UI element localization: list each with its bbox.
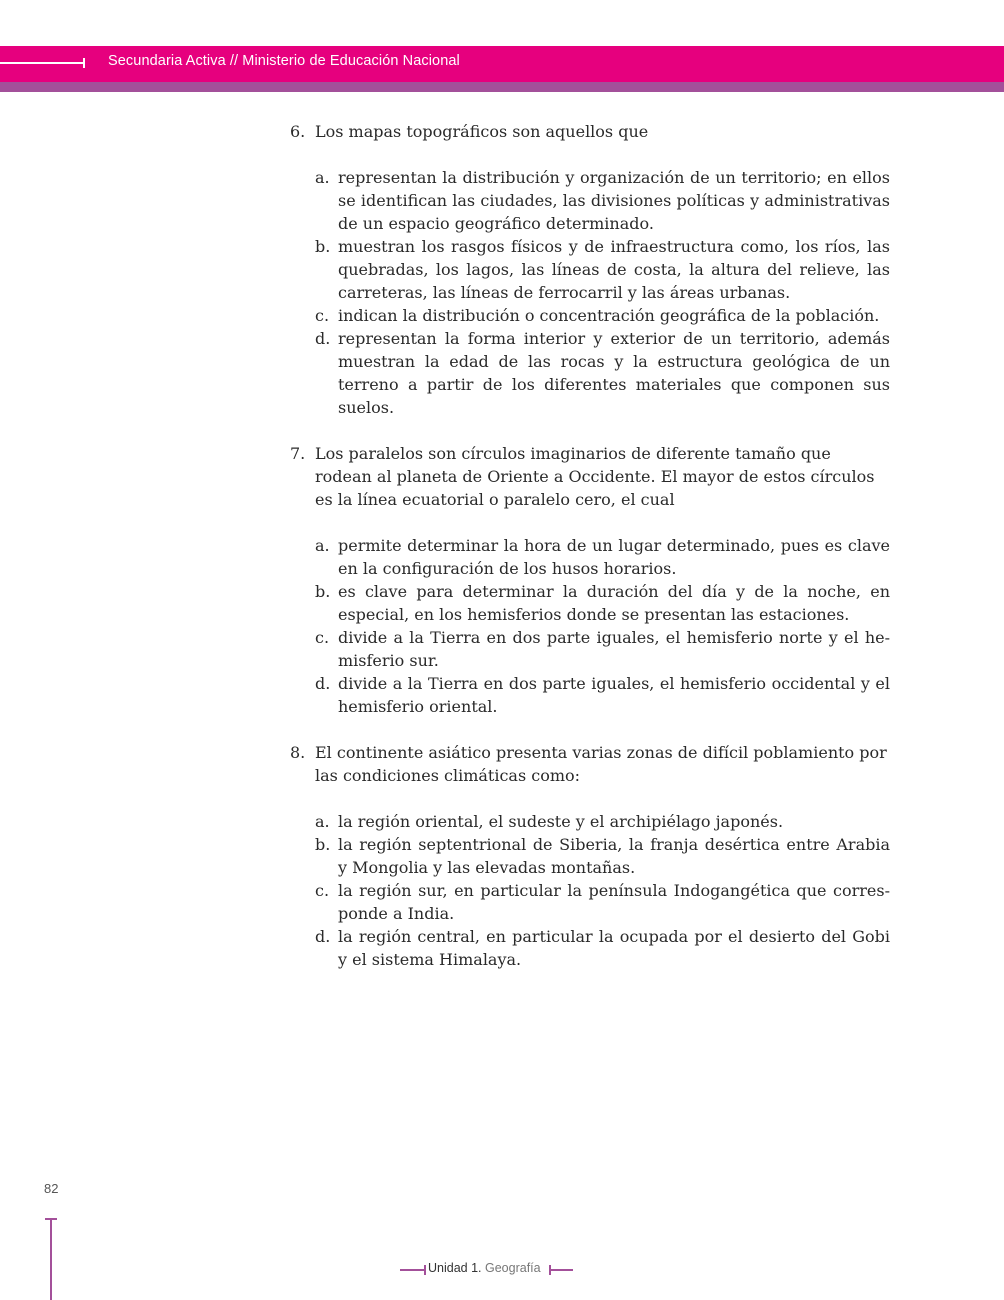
option-letter: b. <box>315 237 331 256</box>
question-number: 6. <box>290 122 306 141</box>
option-6c <box>315 304 890 327</box>
option-6a <box>315 166 890 235</box>
option-8a <box>315 810 890 833</box>
question-8 <box>290 741 890 787</box>
header-title: Secundaria Activa // Ministerio de Educación Nacional <box>108 53 460 69</box>
question-number: 8. <box>290 743 306 762</box>
option-text: divide a la Tierra en dos parte iguales, el hemisferio norte y el hemisferio sur. <box>338 628 890 670</box>
options-7 <box>315 534 890 718</box>
footer-unit: Unidad 1. <box>428 1261 482 1275</box>
option-text: representan la distribución y organización de un territorio; en ellos se identifican las ciudades, las divisiones políticas y administrativas de un espacio geográfico determinado. <box>338 168 890 233</box>
footer-subject: Geografía <box>485 1261 541 1275</box>
footer-rule-left <box>400 1269 425 1271</box>
option-text: la región sur, en particular la península Indogangética que corresponde a India. <box>338 881 890 923</box>
option-7a <box>315 534 890 580</box>
page-number: 82 <box>44 1181 59 1196</box>
option-8c <box>315 879 890 925</box>
option-letter: a. <box>315 812 330 831</box>
option-letter: d. <box>315 329 331 348</box>
footer-tick-left <box>424 1265 426 1275</box>
option-letter: d. <box>315 674 331 693</box>
option-7d <box>315 672 890 718</box>
question-number: 7. <box>290 444 306 463</box>
option-text: es clave para determinar la duración del día y de la noche, en especial, en los hemisferios donde se presentan las estaciones. <box>338 582 890 624</box>
option-text: la región oriental, el sudeste y el archipiélago japonés. <box>338 812 784 831</box>
option-letter: c. <box>315 306 330 325</box>
option-text: indican la distribución o concentración geográfica de la población. <box>338 306 880 325</box>
option-6b <box>315 235 890 304</box>
option-letter: c. <box>315 628 330 647</box>
footer <box>400 1261 580 1277</box>
question-list <box>290 120 890 994</box>
option-text: muestran los rasgos físicos y de infraestructura como, los ríos, las quebradas, los lagos, las líneas de costa, la altura del relieve, las carreteras, las líneas de ferrocarril y las áreas urbanas. <box>338 237 890 302</box>
options-6 <box>315 166 890 419</box>
option-8b <box>315 833 890 879</box>
margin-rule <box>50 1218 52 1300</box>
option-text: permite determinar la hora de un lugar determinado, pues es clave en la configuración de los husos horarios. <box>338 536 890 578</box>
option-text: divide a la Tierra en dos parte iguales, el hemisferio occidental y el hemisferio oriental. <box>338 674 890 716</box>
footer-rule-right <box>550 1269 573 1271</box>
question-text: Los mapas topográficos son aquellos que <box>315 122 649 141</box>
header-accent-bar <box>0 82 1004 92</box>
question-text: El continente asiático presenta varias zonas de difícil poblamiento por las condiciones climáticas como: <box>315 743 887 785</box>
question-7 <box>290 442 890 511</box>
option-text: representan la forma interior y exterior de un territorio, además muestran la edad de las rocas y la estructura geológica de un terreno a partir de los diferentes materiales que componen sus suelos. <box>338 329 890 417</box>
option-letter: b. <box>315 835 331 854</box>
question-6 <box>290 120 890 143</box>
option-6d <box>315 327 890 419</box>
option-text: la región central, en particular la ocupada por el desierto del Gobi y el sistema Himalaya. <box>338 927 890 969</box>
option-letter: d. <box>315 927 331 946</box>
option-letter: a. <box>315 168 330 187</box>
option-letter: b. <box>315 582 331 601</box>
question-text: Los paralelos son círculos imaginarios de diferente tamaño que rodean al planeta de Oriente a Occidente. El mayor de estos círculos es la línea ecuatorial o paralelo cero, el cual <box>315 444 875 509</box>
option-8d <box>315 925 890 971</box>
header-rule-tick <box>83 58 85 68</box>
option-7c <box>315 626 890 672</box>
header-rule <box>0 62 84 64</box>
option-text: la región septentrional de Siberia, la franja desértica entre Arabia y Mongolia y las elevadas montañas. <box>338 835 890 877</box>
footer-label <box>428 1261 541 1275</box>
option-letter: a. <box>315 536 330 555</box>
option-letter: c. <box>315 881 330 900</box>
options-8 <box>315 810 890 971</box>
option-7b <box>315 580 890 626</box>
